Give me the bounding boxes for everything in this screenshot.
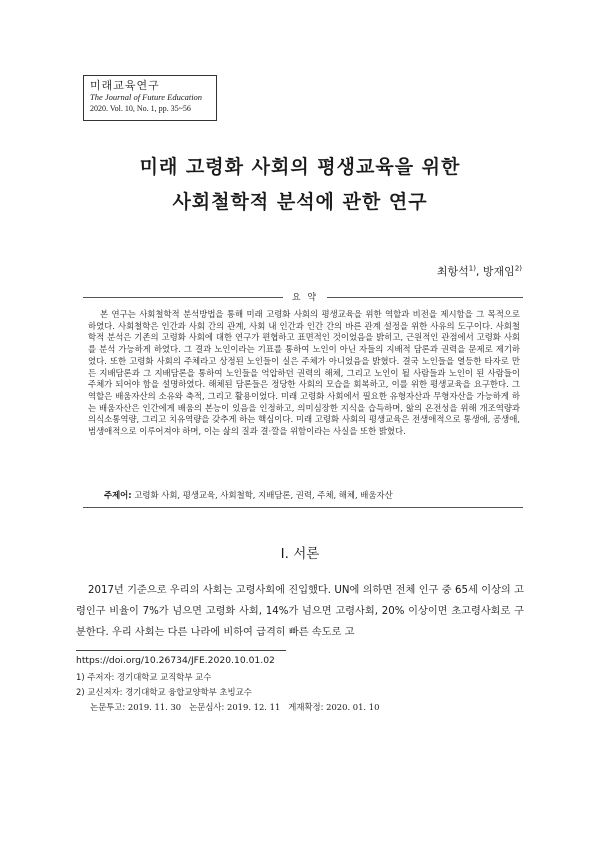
paper-title-line1: 미래 고령화 사회의 평생교육을 위한 <box>139 156 461 178</box>
section-heading: Ⅰ. 서론 <box>280 546 320 562</box>
author-1: 최항석 <box>436 265 469 278</box>
abstract-bottom-rule <box>83 507 523 508</box>
abstract-heading-label: 요 약 <box>283 290 327 303</box>
journal-name: 미래교육연구 <box>90 79 160 92</box>
author-separator: , <box>475 265 483 278</box>
footnote-2: 2) 교신저자: 경기대학교 융합교양학부 초빙교수 <box>76 687 252 697</box>
body-paragraph: 2017년 기준으로 우리의 사회는 고령사회에 진입했다. UN에 의하면 전체 인구 중 65세 이상의 고령인구 비율이 7%가 넘으면 고령화 사회, 14%가 넘으면 고령사회, 20% 이상이면 초고령사회로 구분한다. 우리 사회는 다른 나라에 비하여 급격히 빠른 속도로 고 <box>76 585 524 638</box>
accepted-label: 게재확정: <box>288 702 324 712</box>
received-date: 2019. 11. 30 <box>127 702 182 712</box>
keywords-list: 고령화 사회, 평생교육, 사회철학, 지배담론, 권력, 주체, 해체, 배움자산 <box>134 490 393 500</box>
keywords-label: 주제어: <box>104 490 132 500</box>
journal-info-box <box>83 75 217 121</box>
footnote-1: 1) 주저자: 경기대학교 교직학부 교수 <box>76 672 212 682</box>
keywords <box>104 489 393 501</box>
reviewed-label: 논문심사: <box>189 702 225 712</box>
reviewed-date: 2019. 12. 11 <box>227 702 281 712</box>
author-1-footnote-mark[interactable]: 1) <box>468 264 476 273</box>
accepted-date: 2020. 01. 10 <box>326 702 380 712</box>
abstract-heading <box>83 290 523 304</box>
journal-name-en: The Journal of Future Education <box>90 92 203 102</box>
paper-title-line2: 사회철학적 분석에 관한 연구 <box>172 191 428 213</box>
doi-link[interactable]: https://doi.org/10.26734/JFE.2020.10.01.02 <box>76 655 275 666</box>
received-label: 논문투고: <box>90 702 126 712</box>
footnote-rule <box>76 650 286 651</box>
submission-dates <box>90 701 379 713</box>
author-2: 방재임 <box>482 265 515 278</box>
authors <box>437 263 522 279</box>
author-2-footnote-mark[interactable]: 2) <box>514 264 522 273</box>
abstract-text: 본 연구는 사회철학적 분석방법을 통해 미래 고령화 사회의 평생교육을 위한 역할과 비전을 제시함을 그 목적으로 하였다. 사회철학은 인간과 사회 간의 관계, 사회 내 인간과 인간 간의 바른 관계 설정을 위한 사유의 도구이다. 사회철학적 분석은 기존의 고령화 사회에 대한 연구가 편협하고 표면적인 것이었음을 밝히고, 근원적인 관점에서 고령화 사회를 분석 가능하게 하였다. 그 결과 노인이라는 기표를 통하여 노인이 아닌 자들의 지배적 담론과 권력을 문제로 제기하였다. 또한 고령화 사회의 주체라고 상정된 노인들이 실은 주체가 아니었음을 밝혔다. 결국 노인들을 열등한 타자로 만든 지배담론과 그 지배담론을 통하여 노인들을 억압하던 권력의 해체, 그리고 노인이 될 사람들과 노인이 된 사람들이 주체가 되어야 함을 설명하였다. 해체된 담론들은 정당한 사회의 모습을 회복하고, 이를 위한 평생교육을 요구한다. 그 역할은 배움자산의 소유와 축적, 그리고 활용이었다. 미래 고령화 사회에서 필요한 유형자산과 무형자산을 가능하게 하는 배움자산은 인간에게 배움의 본능이 있음을 인정하고, 의미심장한 지식을 습득하며, 앎의 온전성을 위해 개조역량과 의식소통역량, 그리고 치유역량을 갖추게 하는 핵심이다. 미래 고령화 사회의 평생교육은 전생애적으로 통생애, 공생애, 범생애적으로 이루어져야 하며, 이는 삶의 질과 결·깔을 위함이라는 사실을 또한 밝혔다. <box>88 309 520 437</box>
journal-volume: 2020. Vol. 10, No. 1, pp. 35~56 <box>90 104 191 113</box>
